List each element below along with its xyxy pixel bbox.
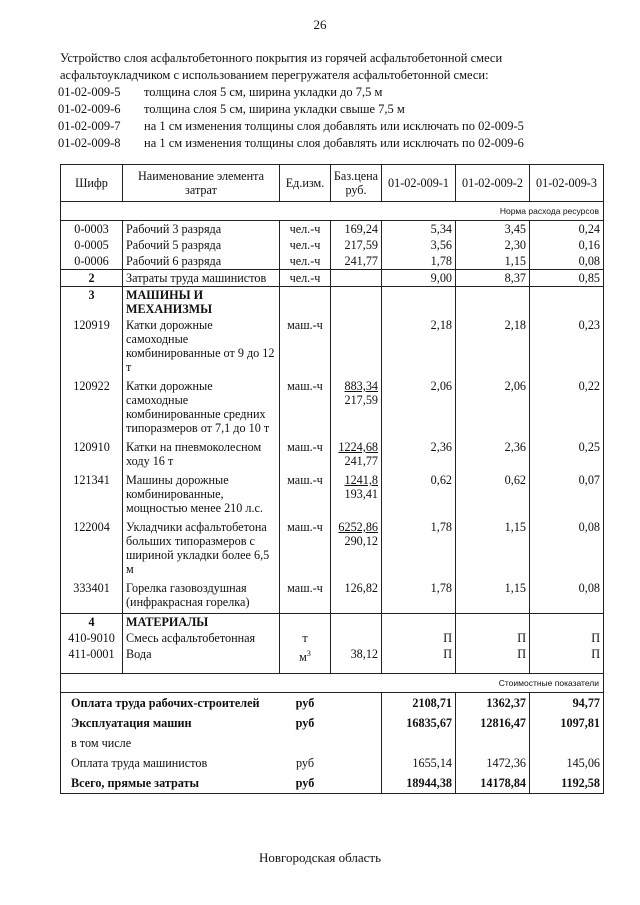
row-price-top: 1241,8	[344, 473, 378, 487]
costs-section	[61, 693, 604, 794]
row-unit: чел.-ч	[280, 221, 331, 238]
materials-section	[61, 630, 604, 665]
intro-item-text: толщина слоя 5 см, ширина укладки до 7,5 м	[144, 85, 383, 99]
row-code: 410-9010	[61, 630, 123, 646]
intro-item-code: 01-02-009-7	[58, 119, 121, 133]
cost-row	[61, 713, 604, 733]
intro-title-line1: Устройство слоя асфальтобетонного покрытия из горячей асфальтобетонной смеси	[60, 51, 503, 65]
intro-item	[58, 101, 618, 118]
table-row	[61, 630, 604, 646]
cost-unit: руб	[295, 756, 315, 771]
row-v3: П	[530, 630, 604, 646]
cost-blank	[331, 693, 382, 714]
row-unit: чел.-ч	[280, 253, 331, 270]
cost-label: Стоимостные показатели	[61, 674, 604, 693]
cost-v2	[456, 733, 530, 753]
cost-name: Оплата труда машинистов	[61, 753, 280, 773]
cost-unit: руб	[295, 716, 315, 731]
machines-section-code: 3	[61, 287, 123, 318]
machinist-labor-v2: 8,37	[456, 270, 530, 287]
intro-item-code: 01-02-009-8	[58, 136, 121, 150]
row-name: Рабочий 5 разряда	[123, 237, 280, 253]
cost-v1: 16835,67	[382, 713, 456, 733]
row-v1: П	[382, 646, 456, 665]
cost-row	[61, 693, 604, 714]
cost-unit: руб	[280, 773, 331, 794]
row-price: 38,12	[331, 646, 382, 665]
cost-v2: 14178,84	[456, 773, 530, 794]
row-code: 411-0001	[61, 646, 123, 665]
row-v2: 2,30	[456, 237, 530, 253]
cost-v3	[530, 733, 604, 753]
row-v1: 1,78	[382, 519, 456, 580]
header-col3: 01-02-009-3	[530, 165, 604, 202]
cost-unit	[280, 733, 331, 753]
row-name: Катки дорожные самоходные комбинированные от 9 до 12 т	[123, 317, 280, 378]
row-price	[331, 630, 382, 646]
row-v1: 0,62	[382, 472, 456, 519]
machinist-labor-v1: 9,00	[382, 270, 456, 287]
footer-region: Новгородская область	[258, 850, 382, 865]
machinist-labor-v3: 0,85	[530, 270, 604, 287]
cost-name: в том числе	[61, 733, 280, 753]
cost-row	[61, 733, 604, 753]
materials-section-name: МАТЕРИАЛЫ	[123, 614, 280, 631]
row-name: Рабочий 3 разряда	[123, 221, 280, 238]
table-row	[61, 439, 604, 472]
header-col1: 01-02-009-1	[382, 165, 456, 202]
row-v2: 1,15	[456, 519, 530, 580]
row-code: 333401	[61, 580, 123, 614]
row-name: Укладчики асфальтобетона больших типоразмеров с шириной укладки более 6,5 м	[123, 519, 280, 580]
materials-section-row	[61, 614, 604, 631]
row-v3: 0,07	[530, 472, 604, 519]
row-price-value: 217,59	[344, 393, 378, 407]
row-unit: маш.-ч	[280, 472, 331, 519]
machines-section-name: МАШИНЫ И МЕХАНИЗМЫ	[123, 287, 280, 318]
row-unit: $м^3$	[280, 646, 331, 665]
row-code: 120910	[61, 439, 123, 472]
cost-name: Оплата труда рабочих-строителей	[61, 693, 280, 714]
row-price: 169,24	[331, 221, 382, 238]
intro-item-code: 01-02-009-6	[58, 102, 121, 116]
intro-item-text: на 1 см изменения толщины слоя добавлять или исключать по 02-009-5	[144, 119, 524, 133]
cost-v3: 1192,58	[530, 773, 604, 794]
row-code: 121341	[61, 472, 123, 519]
row-price: 241,77	[331, 253, 382, 270]
header-code: Шифр	[61, 165, 123, 202]
row-v3: 0,16	[530, 237, 604, 253]
row-v1: 2,06	[382, 378, 456, 439]
machines-section	[61, 317, 604, 614]
row-v2: П	[456, 646, 530, 665]
row-name: Вода	[123, 646, 280, 665]
row-price	[331, 472, 382, 519]
row-unit: маш.-ч	[280, 317, 331, 378]
cost-name: Всего, прямые затраты	[61, 773, 280, 794]
cost-name: Эксплуатация машин	[61, 713, 280, 733]
cost-blank	[331, 753, 382, 773]
row-code: 122004	[61, 519, 123, 580]
row-v1: 3,56	[382, 237, 456, 253]
row-v3: 0,08	[530, 253, 604, 270]
cost-v1: 18944,38	[382, 773, 456, 794]
row-v1: 2,18	[382, 317, 456, 378]
header-name: Наименование элемента затрат	[123, 165, 280, 202]
row-unit: т	[280, 630, 331, 646]
header-unit: Ед.изм.	[280, 165, 331, 202]
row-name: Рабочий 6 разряда	[123, 253, 280, 270]
row-price-top: 1224,68	[338, 440, 378, 454]
row-code: 0-0006	[61, 253, 123, 270]
intro-item	[58, 84, 618, 101]
cost-v2: 1472,36	[456, 753, 530, 773]
row-price-top: 6252,86	[338, 520, 378, 534]
cost-blank	[331, 773, 382, 794]
row-price-value: 290,12	[344, 534, 378, 548]
row-name: Смесь асфальтобетонная	[123, 630, 280, 646]
header-col2: 01-02-009-2	[456, 165, 530, 202]
row-v1: 5,34	[382, 221, 456, 238]
cost-v1	[382, 733, 456, 753]
row-price	[331, 317, 382, 378]
cost-v2: 1362,37	[456, 693, 530, 714]
row-v3: 0,08	[530, 519, 604, 580]
intro-item-text: толщина слоя 5 см, ширина укладки свыше 7,5 м	[144, 102, 405, 116]
cost-v3: 94,77	[530, 693, 604, 714]
header-price: Баз.цена руб.	[331, 165, 382, 202]
row-unit: чел.-ч	[280, 237, 331, 253]
row-v3: 0,25	[530, 439, 604, 472]
table-row	[61, 237, 604, 253]
row-price-top: 883,34	[344, 379, 378, 393]
machinist-labor-row	[61, 270, 604, 287]
table-header-row	[61, 165, 604, 202]
machinist-labor-price	[331, 270, 382, 287]
intro-title-line2: асфальтоукладчиком с использованием перегружателя асфальтобетонной смеси:	[60, 68, 489, 82]
norm-label: Норма расхода ресурсов	[61, 202, 604, 221]
row-price-value: 241,77	[344, 454, 378, 468]
row-v3: 0,22	[530, 378, 604, 439]
cost-v1: 2108,71	[382, 693, 456, 714]
row-price	[331, 580, 382, 614]
intro-item	[58, 135, 618, 152]
cost-blank	[331, 733, 382, 753]
row-name: Катки дорожные самоходные комбинированные средних типоразмеров от 7,1 до 10 т	[123, 378, 280, 439]
row-v3: 0,23	[530, 317, 604, 378]
machinist-labor-unit: чел.-ч	[280, 270, 331, 287]
row-unit: маш.-ч	[280, 580, 331, 614]
machines-section-row	[61, 287, 604, 318]
table-row	[61, 472, 604, 519]
row-v2: 1,15	[456, 253, 530, 270]
row-v1: 1,78	[382, 580, 456, 614]
cost-v2: 12816,47	[456, 713, 530, 733]
row-code: 120922	[61, 378, 123, 439]
machinist-labor-name: Затраты труда машинистов	[123, 270, 280, 287]
row-v2: 2,06	[456, 378, 530, 439]
norm-label-row	[61, 202, 604, 221]
row-v2: 3,45	[456, 221, 530, 238]
cost-blank	[331, 713, 382, 733]
machinist-labor-code: 2	[61, 270, 123, 287]
cost-row	[61, 753, 604, 773]
row-v2: 0,62	[456, 472, 530, 519]
row-price-value: 126,82	[344, 581, 378, 595]
row-v3: П	[530, 646, 604, 665]
intro-item-code: 01-02-009-5	[58, 85, 121, 99]
row-price	[331, 378, 382, 439]
row-name: Горелка газовоздушная (инфракрасная горелка)	[123, 580, 280, 614]
row-v2: П	[456, 630, 530, 646]
cost-row	[61, 773, 604, 794]
row-v3: 0,08	[530, 580, 604, 614]
cost-v3: 145,06	[530, 753, 604, 773]
row-price: 217,59	[331, 237, 382, 253]
row-v1: 1,78	[382, 253, 456, 270]
row-v2: 1,15	[456, 580, 530, 614]
table-row	[61, 519, 604, 580]
row-code: 0-0005	[61, 237, 123, 253]
table-row	[61, 378, 604, 439]
intro-item	[58, 118, 618, 135]
row-unit: маш.-ч	[280, 439, 331, 472]
table-row	[61, 253, 604, 270]
table-row	[61, 221, 604, 238]
cost-v1: 1655,14	[382, 753, 456, 773]
cost-unit: руб	[295, 696, 315, 711]
resource-table	[60, 164, 604, 794]
table-row	[61, 646, 604, 665]
row-v1: П	[382, 630, 456, 646]
cost-label-row	[61, 674, 604, 693]
page-number: 26	[313, 17, 327, 32]
row-unit: маш.-ч	[280, 519, 331, 580]
workers-section	[61, 221, 604, 270]
table-row	[61, 580, 604, 614]
row-unit: маш.-ч	[280, 378, 331, 439]
row-price	[331, 519, 382, 580]
row-v2: 2,18	[456, 317, 530, 378]
intro-item-text: на 1 см изменения толщины слоя добавлять или исключать по 02-009-6	[144, 136, 524, 150]
row-price	[331, 439, 382, 472]
row-v1: 2,36	[382, 439, 456, 472]
row-name: Машины дорожные комбинированные, мощностью менее 210 л.с.	[123, 472, 280, 519]
row-v3: 0,24	[530, 221, 604, 238]
row-code: 0-0003	[61, 221, 123, 238]
materials-section-code: 4	[61, 614, 123, 631]
row-name: Катки на пневмоколесном ходу 16 т	[123, 439, 280, 472]
table-row	[61, 317, 604, 378]
row-v2: 2,36	[456, 439, 530, 472]
row-code: 120919	[61, 317, 123, 378]
row-price-value: 193,41	[344, 487, 378, 501]
cost-v3: 1097,81	[530, 713, 604, 733]
intro-block	[58, 50, 618, 152]
